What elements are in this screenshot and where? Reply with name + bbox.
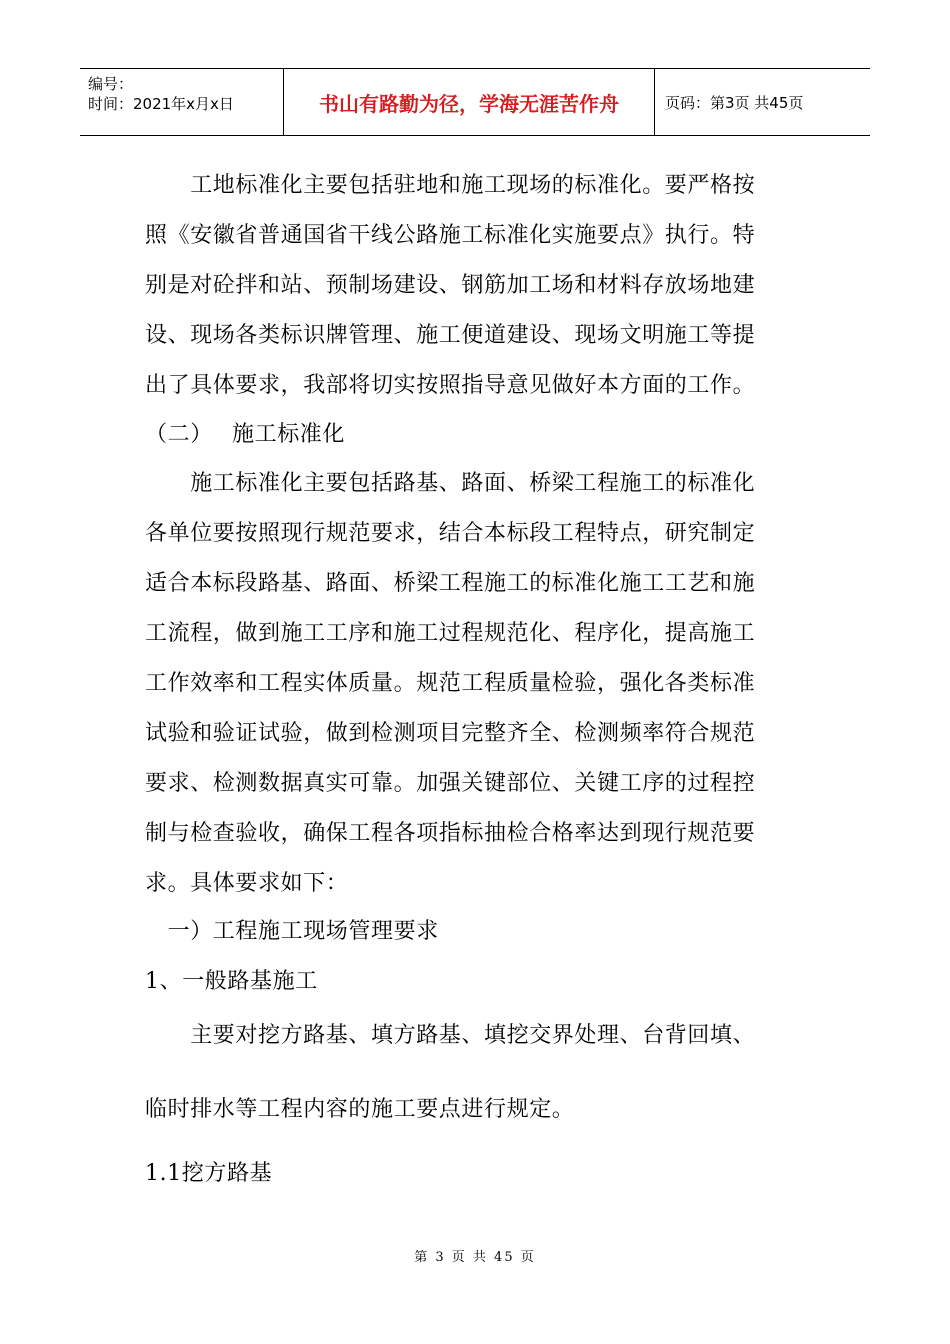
doc-number-label: 编号： bbox=[88, 75, 134, 93]
subsection-heading: 1、一般路基施工 bbox=[145, 969, 318, 994]
body-line: 工地标准化主要包括驻地和施工现场的标准化。要严格按 bbox=[145, 173, 756, 198]
body-line: 各单位要按照现行规范要求，结合本标段工程特点，研究制定 bbox=[145, 521, 756, 546]
subsection-heading: 一）工程施工现场管理要求 bbox=[145, 919, 439, 944]
body-line: 主要对挖方路基、填方路基、填挖交界处理、台背回填、 bbox=[145, 1023, 756, 1048]
body-line: 制与检查验收，确保工程各项指标抽检合格率达到现行规范要 bbox=[145, 821, 756, 846]
body-line: 试验和验证试验，做到检测项目完整齐全、检测频率符合规范 bbox=[145, 721, 756, 746]
header-meta-cell bbox=[80, 69, 283, 135]
body-line: 要求、检测数据真实可靠。加强关键部位、关键工序的过程控 bbox=[145, 771, 756, 796]
header-motto: 书山有路勤为径，学海无涯苦作舟 bbox=[283, 69, 655, 135]
time-label: 时间：2021年x月x日 bbox=[88, 95, 234, 113]
body-line: 照《安徽省普通国省干线公路施工标准化实施要点》执行。特 bbox=[145, 223, 756, 248]
subsection-heading: 1.1挖方路基 bbox=[145, 1161, 273, 1186]
body-line: 适合本标段路基、路面、桥梁工程施工的标准化施工工艺和施 bbox=[145, 571, 756, 596]
body-line: 工作效率和工程实体质量。规范工程质量检验，强化各类标准 bbox=[145, 671, 756, 696]
header-table bbox=[80, 68, 870, 136]
body-line: 别是对砼拌和站、预制场建设、钢筋加工场和材料存放场地建 bbox=[145, 273, 756, 298]
body-line: 设、现场各类标识牌管理、施工便道建设、现场文明施工等提 bbox=[145, 323, 756, 348]
body-line: 施工标准化主要包括路基、路面、桥梁工程施工的标准化 bbox=[145, 471, 756, 496]
body-line: 出了具体要求，我部将切实按照指导意见做好本方面的工作。 bbox=[145, 373, 756, 398]
header-page-info: 页码：第3页 共45页 bbox=[665, 93, 804, 112]
body-line: 求。具体要求如下： bbox=[145, 871, 349, 896]
section-heading: （二） 施工标准化 bbox=[145, 422, 345, 447]
body-line: 临时排水等工程内容的施工要点进行规定。 bbox=[145, 1097, 575, 1122]
page-footer: 第 3 页 共 45 页 bbox=[414, 1250, 536, 1265]
body-line: 工流程，做到施工工序和施工过程规范化、程序化，提高施工 bbox=[145, 621, 756, 646]
